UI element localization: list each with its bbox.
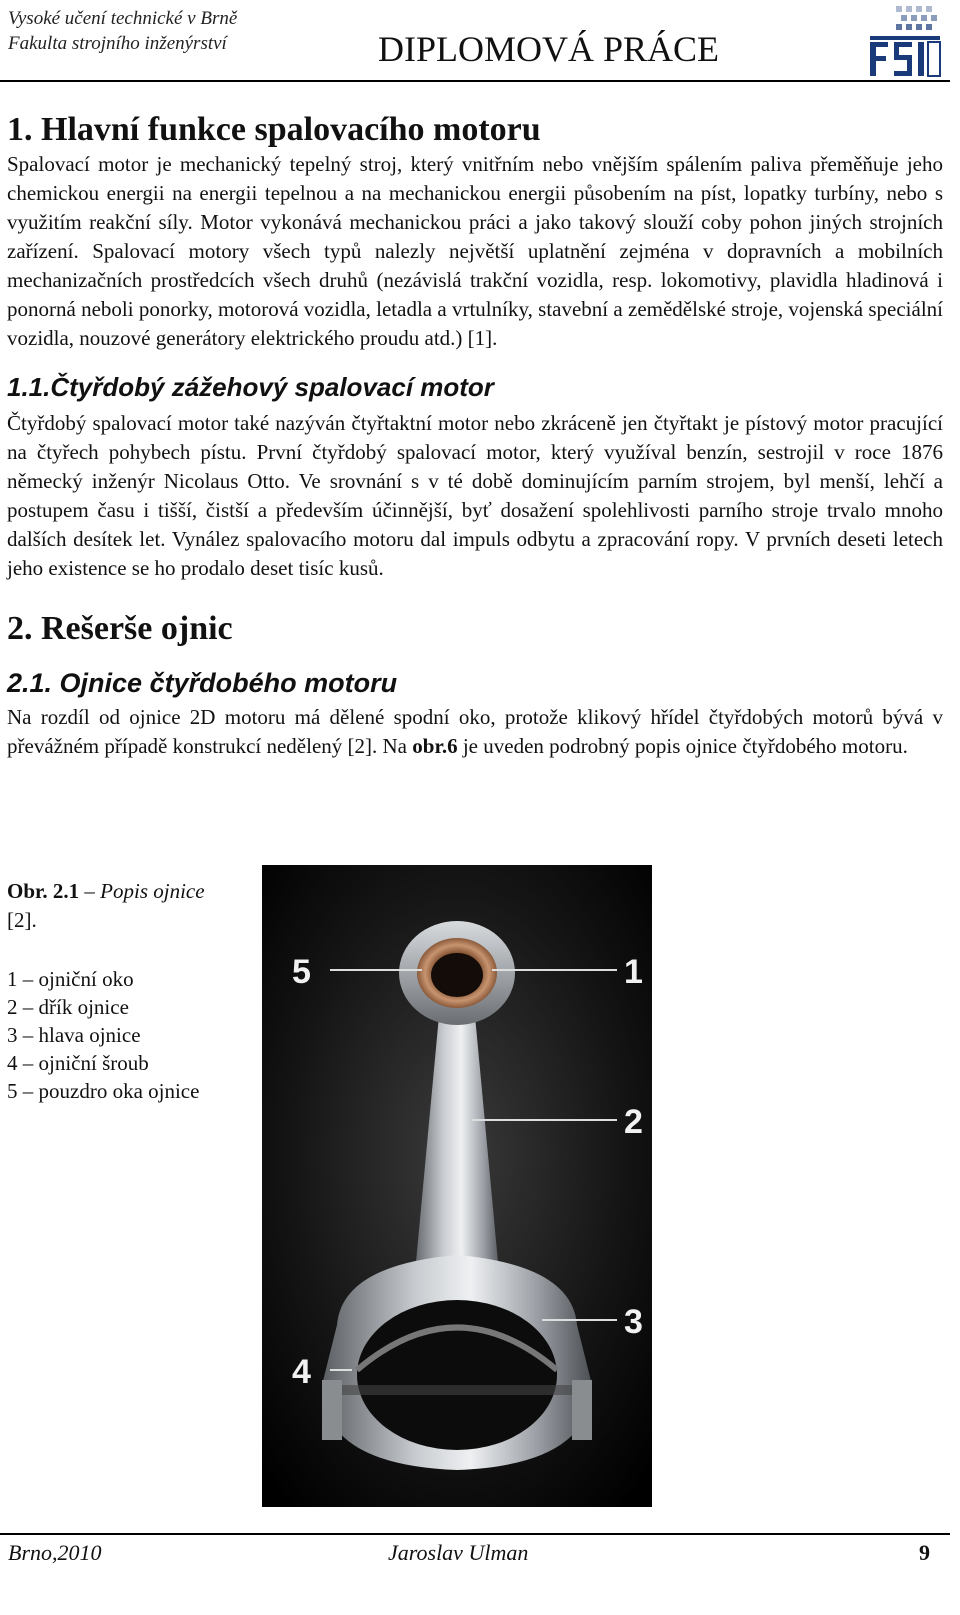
figure-citation: [2]. bbox=[7, 908, 37, 932]
figure-caption-text: Popis ojnice bbox=[100, 879, 205, 903]
figure-block bbox=[7, 875, 943, 1535]
faculty-name: Fakulta strojního inženýrství bbox=[8, 33, 227, 54]
legend-item: 5 – pouzdro oka ojnice bbox=[7, 1079, 200, 1103]
section-2-1-paragraph: Na rozdíl od ojnice 2D motoru má dělené spodní oko, protože klikový hřídel čtyřdobých motorů bývá v převážném případě konstrukcí nedělený [2]. Na obr.6 je uveden podrobný popis ojnice čtyřdobého motoru. bbox=[7, 705, 943, 758]
footer-rule bbox=[0, 1533, 950, 1535]
footer-place-year: Brno,2010 bbox=[8, 1540, 102, 1565]
legend-item: 1 – ojniční oko bbox=[7, 967, 134, 991]
section-1-1-heading: 1.1.Čtyřdobý zážehový spalovací motor bbox=[7, 372, 494, 402]
rod-bolt-left bbox=[322, 1380, 342, 1440]
section-1-heading: 1. Hlavní funkce spalovacího motoru bbox=[7, 111, 541, 148]
footer-author: Jaroslav Ulman bbox=[388, 1540, 529, 1565]
header-rule bbox=[0, 80, 950, 82]
rod-bolt-right bbox=[572, 1380, 592, 1440]
figure-legend bbox=[7, 965, 199, 1105]
section-2-heading: 2. Rešerše ojnic bbox=[7, 610, 233, 647]
connecting-rod-photo bbox=[262, 865, 652, 1507]
callout-3: 3 bbox=[624, 1303, 643, 1341]
page-number: 9 bbox=[919, 1540, 930, 1565]
figure-label: Obr. 2.1 bbox=[7, 879, 80, 903]
legend-item: 4 – ojniční šroub bbox=[7, 1051, 149, 1075]
university-name: Vysoké učení technické v Brně bbox=[8, 8, 238, 29]
callout-2: 2 bbox=[624, 1103, 643, 1141]
callout-5: 5 bbox=[292, 953, 311, 991]
section-1-paragraph: Spalovací motor je mechanický tepelný stroj, který vnitřním nebo vnějším spálením paliva přeměňuje jeho chemickou energii na energii tepelnou a na mechanickou energii působením na píst, lopatky turbíny, nebo s využitím reakční síly. Motor vykonává mechanickou práci a jako takový slouží coby pohon jiných strojních zařízení. Spalovací motory všech typů nalezly největší uplatnění zejména v dopravních a mobilních mechanizačních prostředcích všech druhů (nezávislá trakční vozidla, resp. lokomotivy, plavidla hladinová i ponorná neboli ponorky, motorová vozidla, letadla a vrtulníky, stavební a zemědělské stroje, vojenská speciální vozidla, nouzové generátory elektrického proudu atd.) [1]. bbox=[7, 152, 943, 350]
legend-item: 2 – dřík ojnice bbox=[7, 995, 129, 1019]
fsi-logo bbox=[866, 2, 944, 80]
section-2-1-heading: 2.1. Ojnice čtyřdobého motoru bbox=[7, 668, 398, 698]
header-institution bbox=[8, 6, 237, 56]
section-1-1-paragraph: Čtyřdobý spalovací motor také nazýván čtyřtaktní motor nebo zkráceně jen čtyřtakt je pístový motor pracující na čtyřech pohybech pístu. První čtyřdobý spalovací motor, který využíval benzín, sestrojil v roce 1876 německý inženýr Nicolaus Otto. Ve srovnání s v té době dominujícím parním strojem, byl menší, lehčí a postupem času i tišší, čistší a především účinnější, byť dosažení spolehlivosti parního stroje trvalo mnoho dalších desítek let. Vynález spalovacího motoru dal impuls odbytu a zpracování ropy. V prvních deseti letech jeho existence se ho prodalo deset tisíc kusů. bbox=[7, 411, 943, 580]
figure-caption: Obr. 2.1 – Popis ojnice [2]. bbox=[7, 879, 205, 932]
figure-reference: obr.6 bbox=[412, 734, 458, 758]
document-type-title: DIPLOMOVÁ PRÁCE bbox=[378, 29, 720, 69]
callout-4: 4 bbox=[292, 1353, 311, 1391]
page-body bbox=[7, 110, 943, 761]
legend-item: 3 – hlava ojnice bbox=[7, 1023, 141, 1047]
callout-1: 1 bbox=[624, 953, 643, 991]
